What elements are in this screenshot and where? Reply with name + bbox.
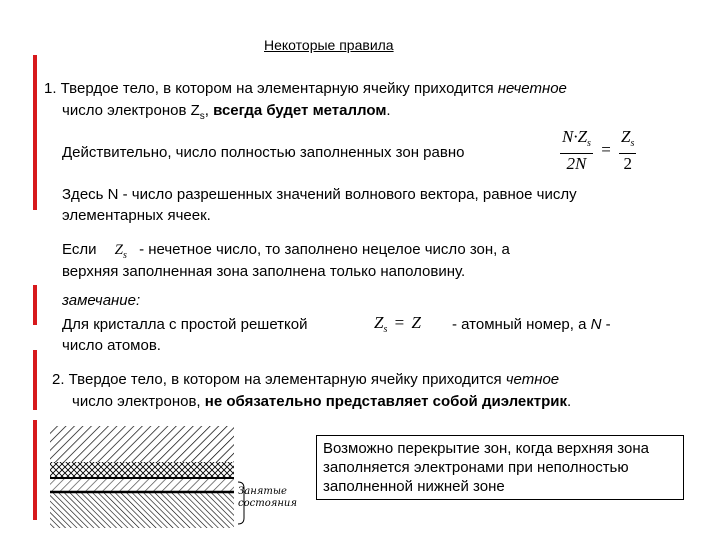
occupied-states-label-line2: состояния <box>238 498 297 509</box>
rule2-even-word: четное <box>505 371 560 388</box>
remark-label <box>62 291 140 310</box>
occupied-states-label-line1: Занятые <box>238 486 287 497</box>
accent-bar-lower <box>33 350 37 410</box>
lower-band-light <box>50 478 234 492</box>
rule2-line2-text: число электронов, <box>72 393 205 410</box>
rule2-line2 <box>72 392 571 411</box>
if-zs-letter: Z <box>114 242 123 258</box>
rule2-line1 <box>52 370 559 389</box>
accent-bar-middle <box>33 285 37 325</box>
band-diagram <box>44 422 304 530</box>
accent-bar-top <box>33 55 37 210</box>
formula-left-denominator: 2N <box>566 154 587 173</box>
formula-right-numerator-sub: s <box>630 138 635 149</box>
rule1-zs-subscript: s <box>199 111 205 122</box>
formula-left-numerator: N·Z <box>562 127 588 146</box>
if-zs-symbol <box>114 242 127 261</box>
formula-left-numerator-sub: s <box>587 138 591 149</box>
page-title: Некоторые правила <box>264 37 394 53</box>
occupied-states-label <box>238 486 297 510</box>
formula-fraction-left <box>560 127 593 173</box>
remark-atomic-number-text: - атомный номер, а <box>452 316 591 333</box>
remark-formula-rhs: Z <box>411 313 421 332</box>
rule1-comma: , <box>204 102 214 119</box>
remark-formula-lhs-sub: s <box>383 324 388 335</box>
rule2-period: . <box>567 393 572 410</box>
if-line2: верхняя заполненная зона заполнена только наполовину. <box>62 263 466 280</box>
rule2-line1-text: 2. Твердое тело, в котором на элементарную ячейку приходится <box>52 371 506 388</box>
formula-right-numerator: Z <box>621 127 631 146</box>
band-diagram-svg <box>44 422 304 530</box>
band-count-formula <box>560 127 636 173</box>
if-zs-sub: s <box>122 250 127 261</box>
lower-band <box>50 492 234 528</box>
remark-n-symbol: N <box>590 316 602 333</box>
formula-right-denominator: 2 <box>623 154 632 173</box>
remark-formula <box>374 313 421 335</box>
rule1-line2-text: число электронов Z <box>62 102 200 119</box>
here-line2: элементарных ячеек. <box>62 207 211 224</box>
here-line1: Здесь N - число разрешенных значений волнового вектора, равное числу <box>62 186 577 203</box>
rule1-odd-word: нечетное <box>497 80 567 97</box>
rule2-dielectric-statement: не обязательно представляет собой диэлектрик <box>204 393 568 410</box>
indeed-text: Действительно, число полностью заполненных зон равно <box>62 144 465 161</box>
remark-formula-eq: = <box>394 313 405 332</box>
rule1-metal-statement: всегда будет металлом <box>213 102 387 119</box>
remark-line2: число атомов. <box>62 337 161 354</box>
rule1-line1-text: 1. Твердое тело, в котором на элементарную ячейку приходится <box>44 80 498 97</box>
if-word: Если <box>62 241 97 258</box>
rule1-line2 <box>62 101 391 126</box>
overlap-region <box>50 462 234 478</box>
rule1-line1 <box>44 79 567 98</box>
remark-line1-start: Для кристалла с простой решеткой <box>62 316 308 333</box>
remark-label-text: замечание: <box>62 292 141 309</box>
band-overlap-note: Возможно перекрытие зон, когда верхняя зона заполняется электронами при неполностью заполненной нижней зоне <box>316 435 684 500</box>
formula-fraction-right <box>619 127 636 173</box>
accent-bar-bottom <box>33 420 37 520</box>
remark-line1-end <box>452 315 611 334</box>
remark-dash: - <box>601 316 611 333</box>
upper-band <box>50 426 234 462</box>
rule1-period: . <box>386 102 391 119</box>
if-line1-rest: - нечетное число, то заполнено нецелое число зон, а <box>139 241 510 258</box>
formula-equals: = <box>601 140 611 159</box>
remark-formula-lhs: Z <box>374 313 384 332</box>
